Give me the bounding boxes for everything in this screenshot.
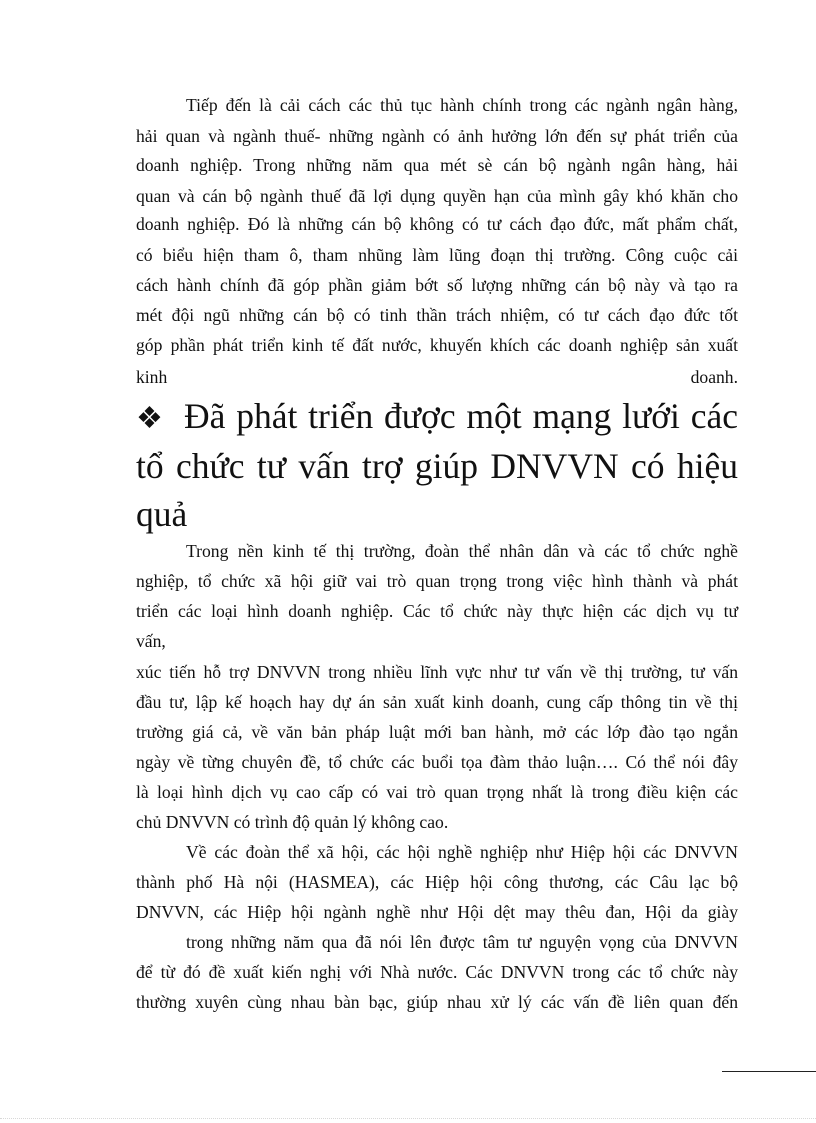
paragraph-3-line-2: đầu tư, lập kế hoạch hay dự án sản xuất kinh doanh, cung cấp thông tin về thị: [136, 692, 738, 712]
paragraph-4-line-1: Về các đoàn thể xã hội, các hội nghề nghiệp như Hiệp hội các DNVVN: [186, 842, 738, 862]
paragraph-1-last-line-right: doanh.: [690, 367, 738, 387]
section-heading-line-3: quả: [136, 494, 188, 534]
paragraph-1-line-5: doanh nghiệp. Đó là những cán bộ không có tư cách đạo đức, mất phẩm chất,: [136, 214, 738, 234]
section-heading-line-2: tổ chức tư vấn trợ giúp DNVVN có hiệu: [136, 446, 738, 486]
paragraph-3-line-5: là loại hình dịch vụ cao cấp có vai trò quan trọng nhất là trong điều kiện các: [136, 782, 738, 802]
paragraph-3-line-3: trường giá cả, về văn bản pháp luật mới ban hành, mở các lớp đào tạo ngắn: [136, 722, 738, 742]
paragraph-1-line-3: doanh nghiệp. Trong những năm qua mét sè cán bộ ngành ngân hàng, hải: [136, 155, 738, 175]
paragraph-1-last-line: [136, 366, 738, 388]
paragraph-4-line-2: thành phố Hà nội (HASMEA), các Hiệp hội công thương, các Câu lạc bộ: [136, 872, 738, 892]
paragraph-1-line-2: hải quan và ngành thuế- những ngành có ảnh hưởng lớn đến sự phát triển của: [136, 126, 738, 146]
paragraph-1-line-6: có biểu hiện tham ô, tham nhũng làm lũng đoạn thị trường. Công cuộc cải: [136, 245, 738, 265]
section-heading-line-1: [136, 394, 738, 441]
diamond-bullet-icon: ❖: [136, 402, 163, 435]
section-heading-text-1: Đã phát triển được một mạng lưới các: [184, 396, 738, 436]
paragraph-4-line-3: DNVVN, các Hiệp hội ngành nghề như Hội dệt may thêu đan, Hội da giày: [136, 902, 738, 922]
paragraph-2-line-2: nghiệp, tổ chức xã hội giữ vai trò quan trọng trong việc hình thành và phát: [136, 571, 738, 591]
paragraph-5-line-3: thường xuyên cùng nhau bàn bạc, giúp nhau xử lý các vấn đề liên quan đến: [136, 992, 738, 1012]
paragraph-1-last-line-left: kinh: [136, 367, 168, 387]
paragraph-5-line-1: trong những năm qua đã nói lên được tâm tư nguyện vọng của DNVVN: [186, 932, 738, 952]
paragraph-1-line-7: cách hành chính đã góp phần giảm bớt số lượng những cán bộ này và tạo ra: [136, 275, 738, 295]
paragraph-1-line-4: quan và cán bộ ngành thuế đã lợi dụng quyền hạn của mình gây khó khăn cho: [136, 186, 738, 206]
paragraph-3-line-6: chủ DNVVN có trình độ quản lý không cao.: [136, 812, 449, 832]
paragraph-3-line-4: ngày về từng chuyên đề, tổ chức các buổi tọa đàm thảo luận…. Có thể nói đây: [136, 752, 738, 772]
paragraph-2-line-4: vấn,: [136, 631, 166, 651]
page-bottom-edge: [0, 1118, 816, 1119]
paragraph-1-line-1: Tiếp đến là cải cách các thủ tục hành chính trong các ngành ngân hàng,: [186, 95, 738, 115]
footnote-rule: [722, 1071, 816, 1072]
paragraph-2-line-1: Trong nền kinh tế thị trường, đoàn thể nhân dân và các tổ chức nghề: [186, 541, 738, 561]
paragraph-3-line-1: xúc tiến hỗ trợ DNVVN trong nhiều lĩnh vực như tư vấn về thị trường, tư vấn: [136, 662, 738, 682]
paragraph-2-line-3: triển các loại hình doanh nghiệp. Các tổ chức này thực hiện các dịch vụ tư: [136, 601, 738, 621]
paragraph-1-line-9: góp phần phát triển kinh tế đất nước, khuyến khích các doanh nghiệp sản xuất: [136, 335, 738, 355]
paragraph-1-line-8: mét đội ngũ những cán bộ có tinh thần trách nhiệm, có tư cách đạo đức tốt: [136, 305, 738, 325]
paragraph-5-line-2: để từ đó đề xuất kiến nghị với Nhà nước. Các DNVVN trong các tổ chức này: [136, 962, 738, 982]
